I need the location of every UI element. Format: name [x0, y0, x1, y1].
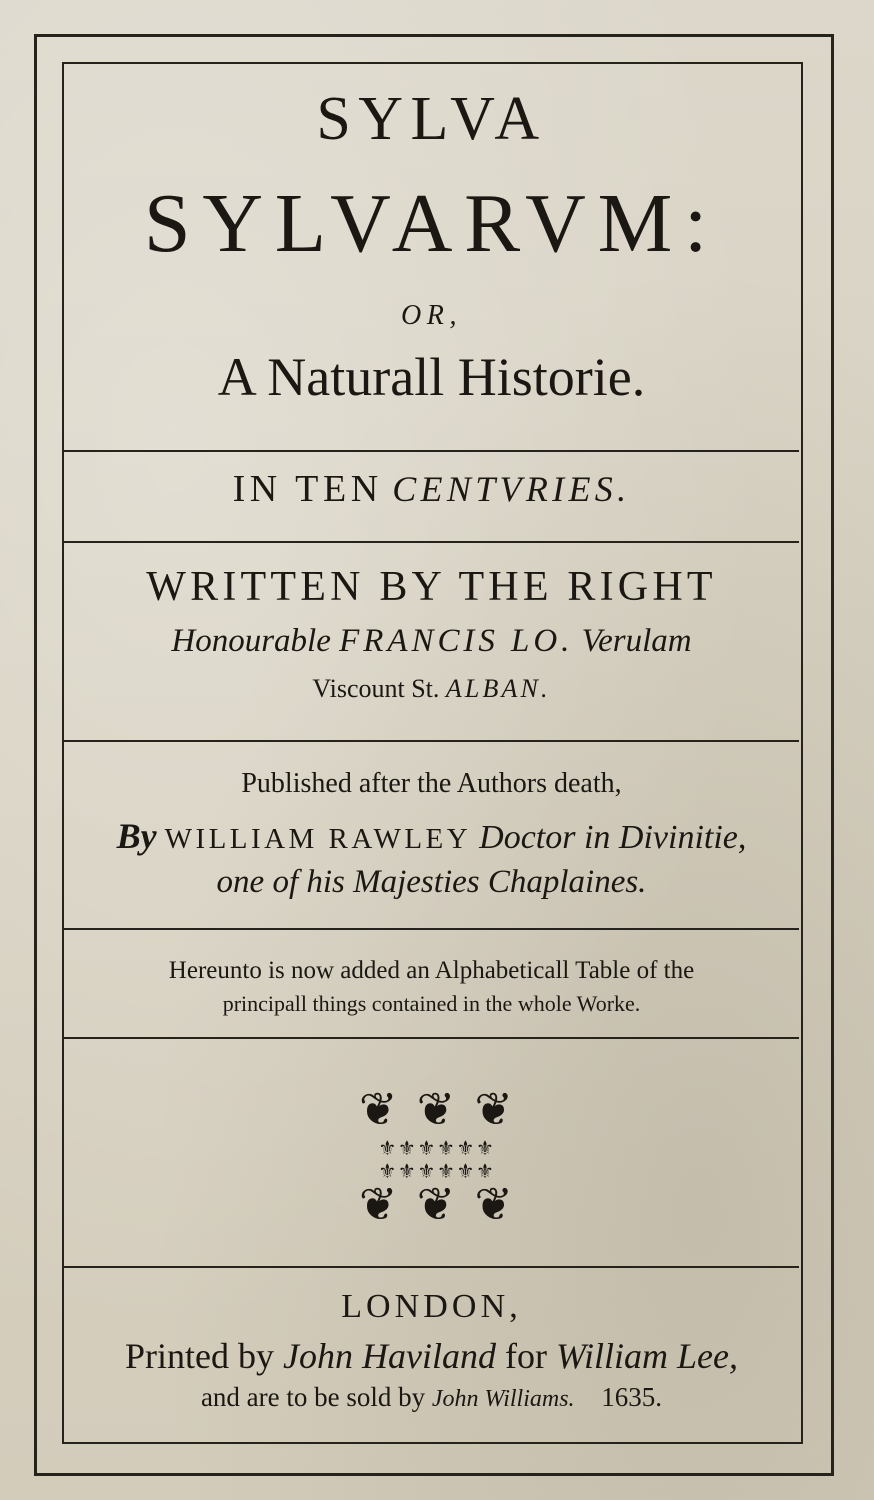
ornament-row-2: ⚜⚜⚜⚜⚜⚜ [378, 1136, 496, 1160]
note-line-1: Hereunto is now added an Alphabeticall Table of the [168, 957, 695, 984]
title-line-2: SYLVARVM: [143, 177, 720, 270]
divider-1 [64, 450, 799, 452]
title-or: OR, [400, 300, 463, 331]
centuries-italic: CENTVRIES. [392, 469, 631, 509]
publisher-line-2 [64, 818, 799, 855]
publisher-by: By [116, 816, 157, 856]
imprint-year: 1635. [601, 1382, 663, 1412]
centuries-line [64, 470, 799, 508]
divider-5 [64, 1037, 799, 1039]
note-line-2: principall things contained in the whole Worke. [222, 991, 641, 1016]
ornament-row-4: ❦ ❦ ❦ [358, 1177, 516, 1231]
imprint-for: for [504, 1336, 547, 1376]
author-honourable: Honourable [171, 623, 331, 659]
publisher-degree: Doctor in Divinitie, [479, 819, 747, 856]
author-line-1: WRITTEN BY THE RIGHT [146, 564, 717, 610]
imprint-seller2: John Williams. [431, 1386, 575, 1412]
title-line-1: SYLVA [316, 85, 547, 153]
author-line-3 [64, 676, 799, 702]
imprint-printed-by: Printed by [125, 1336, 275, 1376]
imprint-line-2 [64, 1338, 799, 1374]
centuries-roman: IN TEN [232, 468, 383, 510]
publisher-editor: WILLIAM RAWLEY [164, 823, 472, 855]
author-verulam: Verulam [581, 623, 692, 659]
author-line-2 [64, 625, 799, 658]
ornament-row-1: ❦ ❦ ❦ [358, 1082, 516, 1136]
publisher-line-1: Published after the Authors death, [241, 768, 622, 799]
publisher-line-3: one of his Majesties Chaplaines. [216, 864, 647, 900]
author-viscount: Viscount St. [312, 674, 440, 703]
ornament-row-3: ⚜⚜⚜⚜⚜⚜ [378, 1159, 496, 1183]
divider-2 [64, 541, 799, 543]
imprint-line-3 [64, 1384, 799, 1411]
imprint-city: LONDON, [341, 1288, 522, 1325]
imprint-sold: and are to be sold by [200, 1382, 426, 1412]
author-name: FRANCIS LO. [339, 623, 574, 659]
author-alban: ALBAN. [445, 674, 551, 703]
divider-4 [64, 928, 799, 930]
imprint-printer: John Haviland [283, 1336, 496, 1376]
divider-6 [64, 1266, 799, 1268]
title-subtitle: A Naturall Historie. [217, 347, 646, 407]
divider-3 [64, 740, 799, 742]
imprint-bookseller: William Lee, [555, 1336, 738, 1376]
